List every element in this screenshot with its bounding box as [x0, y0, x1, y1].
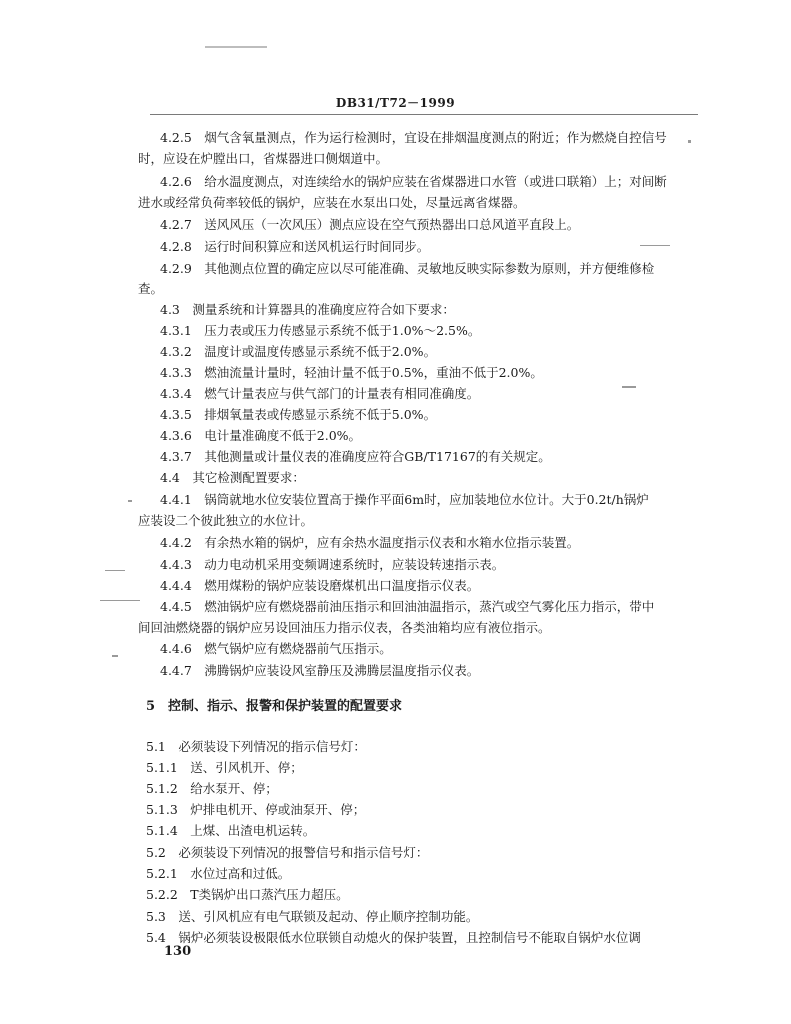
text-line: 4.2.8 运行时间积算应和送风机运行时间同步。 [160, 239, 430, 254]
text-line: 4.4.6 燃气锅炉应有燃烧器前气压指示。 [160, 641, 392, 656]
text-line: 5.2 必须装设下列情况的报警信号和指示信号灯： [146, 845, 429, 860]
text-line: 4.3.4 燃气计量表应与供气部门的计量表有相同准确度。 [160, 386, 480, 401]
text-line: 4.3 测量系统和计算器具的准确度应符合如下要求： [160, 302, 455, 317]
text-line: 4.2.6 给水温度测点，对连续给水的锅炉应装在省煤器进口水管（或进口联箱）上；对间断 [160, 174, 667, 189]
text-line: 4.3.3 燃油流量计量时，轻油计量不低于0.5%，重油不低于2.0%。 [160, 365, 543, 380]
text-line: 4.2.9 其他测点位置的确定应以尽可能准确、灵敏地反映实际参数为原则，并方便维修检 [160, 261, 655, 276]
text-line: 4.4.7 沸腾锅炉应装设风室静压及沸腾层温度指示仪表。 [160, 663, 480, 678]
text-line: 4.3.7 其他测量或计量仪表的准确度应符合GB/T17167的有关规定。 [160, 449, 551, 464]
scan-speck [128, 500, 132, 502]
text-line: 5.4 锅炉必须装设极限低水位联锁自动熄火的保护装置，且控制信号不能取自锅炉水位调 [146, 930, 641, 945]
text-line: 查。 [138, 281, 164, 296]
section-heading: 5 控制、指示、报警和保护装置的配置要求 [146, 699, 403, 714]
text-line: 5.1.2 给水泵开、停； [146, 781, 278, 796]
text-line: 间回油燃烧器的锅炉应另设回油压力指示仪表，各类油箱均应有液位指示。 [138, 620, 551, 635]
text-line: 5.2.2 T类锅炉出口蒸汽压力超压。 [146, 887, 349, 902]
text-line: 5.2.1 水位过高和过低。 [146, 866, 291, 881]
text-line: 4.4.3 动力电动机采用变频调速系统时，应装设转速指示表。 [160, 557, 505, 572]
text-line: 4.4.4 燃用煤粉的锅炉应装设磨煤机出口温度指示仪表。 [160, 578, 480, 593]
scan-speck [688, 140, 691, 143]
text-line: 4.3.5 排烟氧量表或传感显示系统不低于5.0%。 [160, 407, 437, 422]
text-line: 4.3.2 温度计或温度传感显示系统不低于2.0%。 [160, 344, 437, 359]
header-rule [150, 114, 698, 115]
text-line: 进水或经常负荷率较低的锅炉，应装在水泵出口处，尽量远离省煤器。 [138, 195, 526, 210]
text-line: 4.2.7 送风风压（一次风压）测点应设在空气预热器出口总风道平直段上。 [160, 217, 580, 232]
text-line: 5.1.4 上煤、出渣电机运转。 [146, 823, 316, 838]
scan-speck [640, 245, 670, 246]
scan-speck [112, 655, 118, 657]
scan-artifact [205, 46, 267, 48]
text-line: 4.4.2 有余热水箱的锅炉，应有余热水温度指示仪表和水箱水位指示装置。 [160, 535, 580, 550]
text-line: 时，应设在炉膛出口，省煤器进口侧烟道中。 [138, 151, 389, 166]
text-line: 5.3 送、引风机应有电气联锁及起动、停止顺序控制功能。 [146, 909, 479, 924]
text-line: 4.4.1 锅筒就地水位安装位置高于操作平面6m时，应加装地位水位计。大于0.2t/h锅炉 [160, 492, 649, 507]
text-line: 4.2.5 烟气含氧量测点，作为运行检测时，宜设在排烟温度测点的附近；作为燃烧自控信号 [160, 130, 667, 145]
text-line: 4.3.1 压力表或压力传感显示系统不低于1.0%～2.5%。 [160, 323, 481, 338]
scan-speck [105, 570, 125, 571]
text-line: 5.1.3 炉排电机开、停或油泵开、停； [146, 802, 366, 817]
text-line: 4.4 其它检测配置要求： [160, 470, 305, 485]
text-line: 应装设二个彼此独立的水位计。 [138, 513, 314, 528]
scan-speck [622, 386, 636, 388]
text-line: 4.3.6 电计量准确度不低于2.0%。 [160, 428, 362, 443]
text-line: 5.1.1 送、引风机开、停； [146, 760, 303, 775]
text-line: 5.1 必须装设下列情况的指示信号灯： [146, 739, 366, 754]
scan-speck [100, 600, 140, 601]
page-number: 130 [164, 944, 192, 959]
text-line: 4.4.5 燃油锅炉应有燃烧器前油压指示和回油油温指示，蒸汽或空气雾化压力指示，带中 [160, 599, 655, 614]
standard-number-header: DB31/T72－1999 [335, 96, 456, 110]
